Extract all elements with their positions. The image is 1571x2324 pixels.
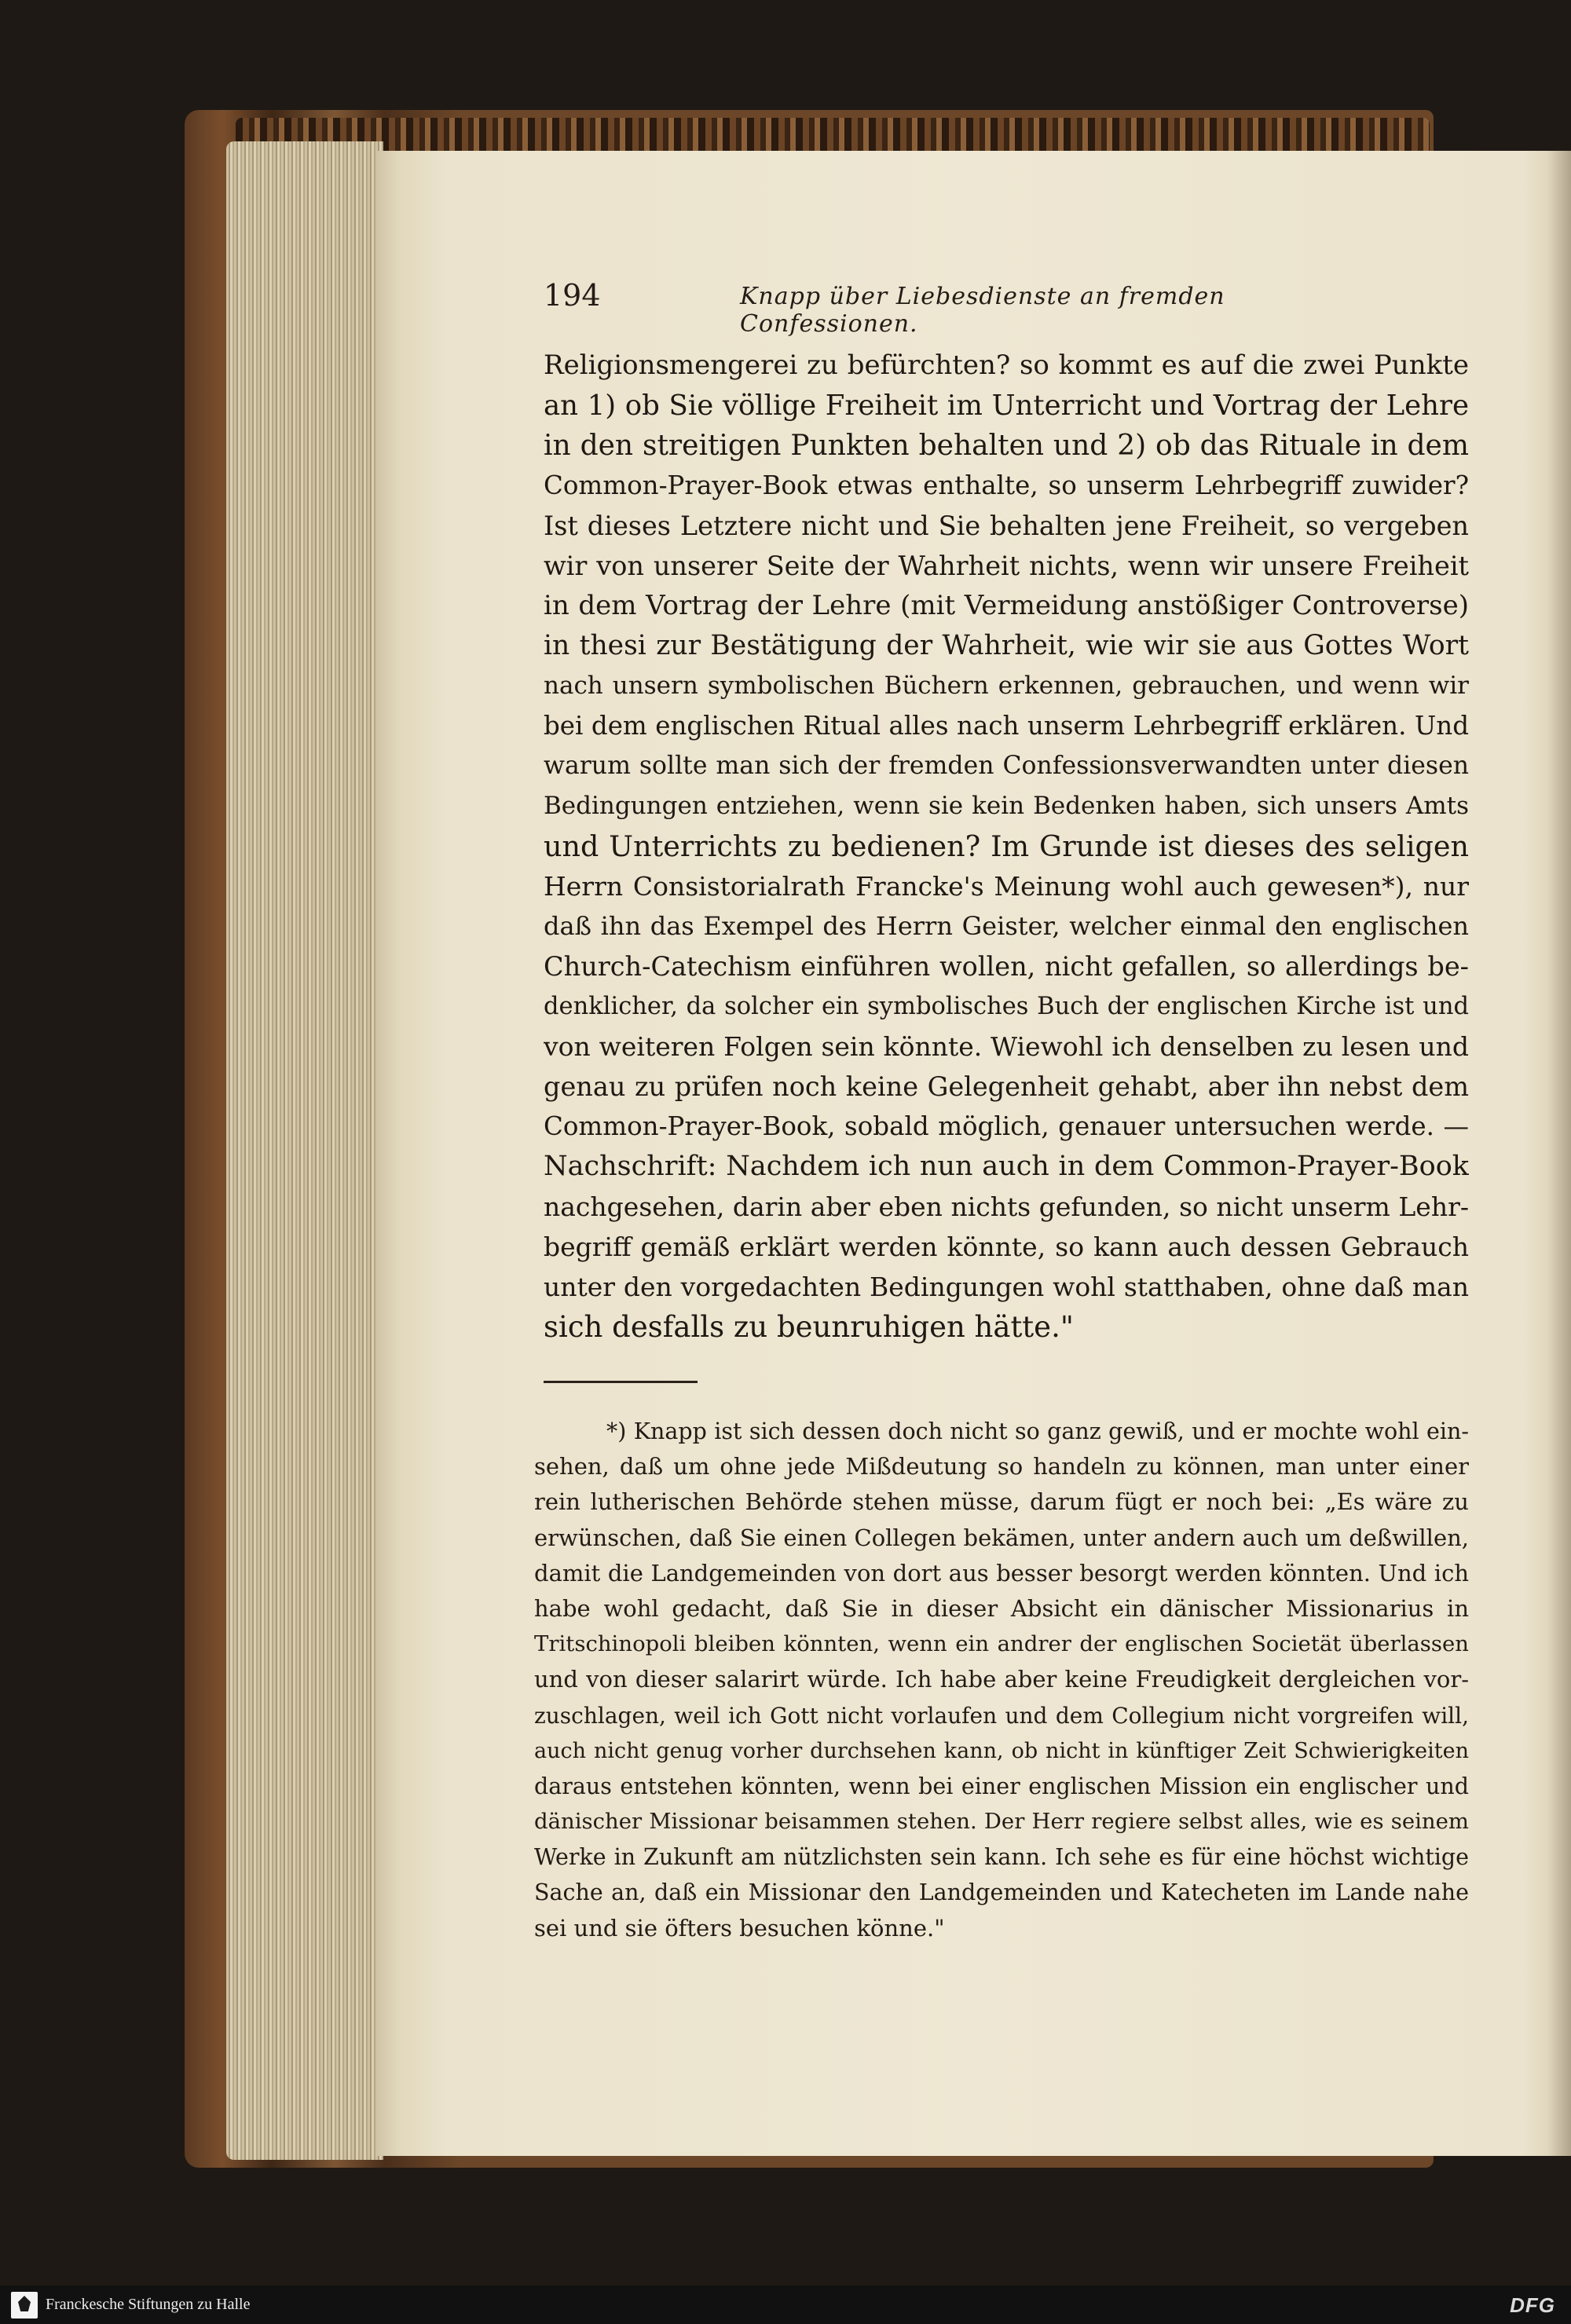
body-text-line: Ist dieses Letztere nicht und Sie behalten jene Freiheit, so vergeben	[544, 511, 1469, 541]
footnote-line: damit die Landgemeinden von dort aus besser besorgt werden könnten. Und ich	[534, 1559, 1469, 1587]
body-text-line: und Unterrichts zu bedienen? Im Grunde ist dieses des seligen	[544, 829, 1469, 863]
body-text-line: warum sollte man sich der fremden Confessionsverwandten unter diesen	[544, 752, 1469, 780]
body-text-line: Common-Prayer-Book etwas enthalte, so unserm Lehrbegriff zuwider?	[544, 470, 1469, 500]
footnote-line: sehen, daß um ohne jede Mißdeutung so handeln zu können, man unter einer	[534, 1453, 1469, 1480]
footnote-rule	[544, 1381, 698, 1383]
main-text-block	[544, 346, 1469, 1347]
body-text-line: wir von unserer Seite der Wahrheit nichts, wenn wir unsere Freiheit	[544, 551, 1469, 581]
body-text-line: nachgesehen, darin aber eben nichts gefunden, so nicht unserm Lehr-	[544, 1191, 1469, 1222]
footnote-line: erwünschen, daß Sie einen Collegen bekämen, unter andern auch um deßwillen,	[534, 1524, 1469, 1551]
footnote-line: habe wohl gedacht, daß Sie in dieser Absicht ein dänischer Missionarius in	[534, 1594, 1469, 1622]
body-text-line: in thesi zur Bestätigung der Wahrheit, wie wir sie aus Gottes Wort	[544, 630, 1469, 661]
franckesche-stiftungen-logo-icon	[11, 2292, 38, 2319]
footnote-line: sei und sie öfters besuchen könne."	[534, 1914, 945, 1942]
footnote-line: zuschlagen, weil ich Gott nicht vorlaufen und dem Collegium nicht vorgreifen will,	[534, 1702, 1469, 1729]
footnote-line: dänischer Missionar beisammen stehen. Der Herr regiere selbst alles, wie es seinem	[534, 1809, 1469, 1835]
running-head: Knapp über Liebesdienste an fremden Confessionen.	[740, 283, 1225, 338]
page-number: 194	[544, 278, 601, 313]
body-text-line: Nachschrift: Nachdem ich nun auch in dem Common-Prayer-Book	[544, 1151, 1469, 1182]
body-text-line: nach unsern symbolischen Büchern erkennen, gebrauchen, und wenn wir	[544, 672, 1469, 700]
body-text-line: von weiteren Folgen sein könnte. Wiewohl ich denselben zu lesen und	[544, 1031, 1469, 1062]
page-header	[544, 278, 1329, 338]
footnote-line: Sache an, daß ein Missionar den Landgemeinden und Katecheten im Lande nahe	[534, 1879, 1469, 1906]
body-text-line: Religionsmengerei zu befürchten? so kommt es auf die zwei Punkte	[544, 350, 1469, 381]
dfg-logo: DFG	[1510, 2293, 1555, 2317]
footnote-line: rein lutherischen Behörde stehen müsse, darum fügt er noch bei: „Es wäre zu	[534, 1488, 1469, 1516]
body-text-line: begriff gemäß erklärt werden könnte, so kann auch dessen Gebrauch	[544, 1232, 1469, 1262]
footnote-line: auch nicht genug vorher durchsehen kann, ob nicht in künftiger Zeit Schwierigkeiten	[534, 1738, 1469, 1763]
body-text-line: unter den vorgedachten Bedingungen wohl statthaben, ohne daß man	[544, 1272, 1469, 1302]
body-text-line: in dem Vortrag der Lehre (mit Vermeidung anstößiger Controverse)	[544, 590, 1469, 621]
footnote-block	[534, 1414, 1469, 1946]
footnote-line: daraus entstehen könnten, wenn bei einer englischen Mission ein englischer und	[534, 1773, 1469, 1799]
footnote-line: und von dieser salarirt würde. Ich habe aber keine Freudigkeit dergleichen vor-	[534, 1666, 1469, 1693]
body-text-line: bei dem englischen Ritual alles nach unserm Lehrbegriff erklären. Und	[544, 711, 1469, 741]
body-text-line: Herrn Consistorialrath Francke's Meinung wohl auch gewesen*), nur	[544, 871, 1469, 902]
body-text-line: Bedingungen entziehen, wenn sie kein Bedenken haben, sich unsers Amts	[544, 792, 1469, 820]
viewer-footer-bar	[0, 2286, 1571, 2324]
body-text-line: sich desfalls zu beunruhigen hätte."	[544, 1310, 1074, 1344]
body-text-line: in den streitigen Punkten behalten und 2) ob das Rituale in dem	[544, 430, 1469, 462]
body-text-line: daß ihn das Exempel des Herrn Geister, welcher einmal den englischen	[544, 911, 1469, 941]
page-gutter-shadow	[1547, 151, 1571, 2156]
page-edges	[226, 141, 383, 2160]
body-text-line: Church-Catechism einführen wollen, nicht gefallen, so allerdings be-	[544, 951, 1469, 982]
institution-name: Franckesche Stiftungen zu Halle	[46, 2296, 251, 2313]
body-text-line: denklicher, da solcher ein symbolisches Buch der englischen Kirche ist und	[544, 993, 1469, 1020]
body-text-line: an 1) ob Sie völlige Freiheit im Unterricht und Vortrag der Lehre	[544, 390, 1469, 422]
footnote-line: Tritschinopoli bleiben könnten, wenn ein andrer der englischen Societät überlassen	[534, 1631, 1469, 1657]
footnote-line: Werke in Zukunft am nützlichsten sein kann. Ich sehe es für eine höchst wichtige	[534, 1844, 1469, 1871]
body-text-line: genau zu prüfen noch keine Gelegenheit gehabt, aber ihn nebst dem	[544, 1071, 1469, 1102]
footnote-line: *) Knapp ist sich dessen doch nicht so ganz gewiß, und er mochte wohl ein-	[606, 1418, 1469, 1444]
body-text-line: Common-Prayer-Book, sobald möglich, genauer untersuchen werde. —	[544, 1111, 1469, 1141]
